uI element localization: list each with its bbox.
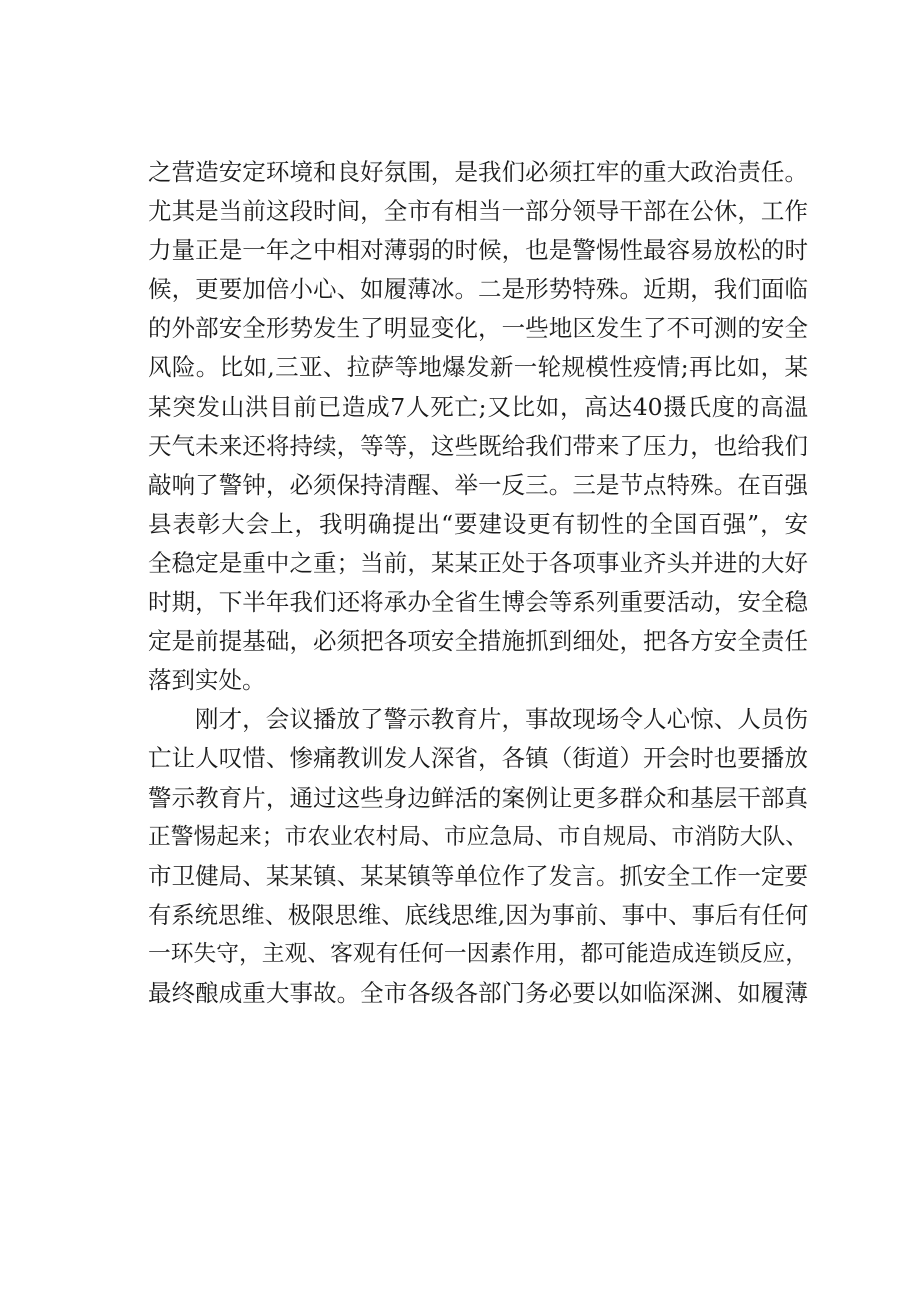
text-line: 的外部安全形势发生了明显变化，一些地区发生了不可测的安全 [148, 314, 808, 343]
text-line: 风险。比如,三亚、拉萨等地爆发新一轮规模性疫情;再比如，某 [148, 353, 808, 382]
text-line: 落到实处。 [148, 666, 266, 695]
text-line: 之营造安定环境和良好氛围，是我们必须扛牢的重大政治责任。 [148, 158, 808, 186]
text-line: 力量正是一年之中相对薄弱的时候，也是警惕性最容易放松的时 [148, 236, 808, 265]
text-line: 县表彰大会上，我明确提出“要建设更有韧性的全国百强”，安 [148, 509, 808, 538]
text-line: 刚才，会议播放了警示教育片，事故现场令人心惊、人员伤 [195, 705, 808, 734]
text-line: 最终酿成重大事故。全市各级各部门务必要以如临深渊、如履薄 [148, 978, 808, 1007]
text-line: 天气未来还将持续，等等，这些既给我们带来了压力，也给我们 [148, 431, 808, 460]
text-line: 某突发山洪目前已造成7人死亡;又比如，高达40摄氏度的高温 [148, 392, 808, 421]
text-line: 警示教育片，通过这些身边鲜活的案例让更多群众和基层干部真 [148, 783, 808, 812]
body-text [148, 153, 808, 1013]
text-line: 定是前提基础，必须把各项安全措施抓到细处，把各方安全责任 [148, 627, 808, 656]
text-line: 敲响了警钟，必须保持清醒、举一反三。三是节点特殊。在百强 [148, 470, 808, 499]
text-line: 亡让人叹惜、惨痛教训发人深省，各镇（街道）开会时也要播放 [148, 744, 808, 773]
text-line: 一环失守，主观、客观有任何一因素作用，都可能造成连锁反应， [148, 940, 808, 967]
text-line: 候，更要加倍小心、如履薄冰。二是形势特殊。近期，我们面临 [148, 275, 808, 304]
text-line: 有系统思维、极限思维、底线思维,因为事前、事中、事后有任何 [148, 901, 809, 929]
text-line: 全稳定是重中之重；当前，某某正处于各项事业齐头并进的大好 [148, 548, 808, 577]
text-line: 正警惕起来；市农业农村局、市应急局、市自规局、市消防大队、 [148, 823, 808, 850]
text-line: 市卫健局、某某镇、某某镇等单位作了发言。抓安全工作一定要 [148, 861, 808, 890]
text-line: 尤其是当前这段时间，全市有相当一部分领导干部在公休，工作 [148, 197, 808, 226]
text-line: 时期，下半年我们还将承办全省生博会等系列重要活动，安全稳 [148, 588, 808, 617]
paragraph-2 [148, 700, 808, 1013]
paragraph-1 [148, 153, 808, 700]
